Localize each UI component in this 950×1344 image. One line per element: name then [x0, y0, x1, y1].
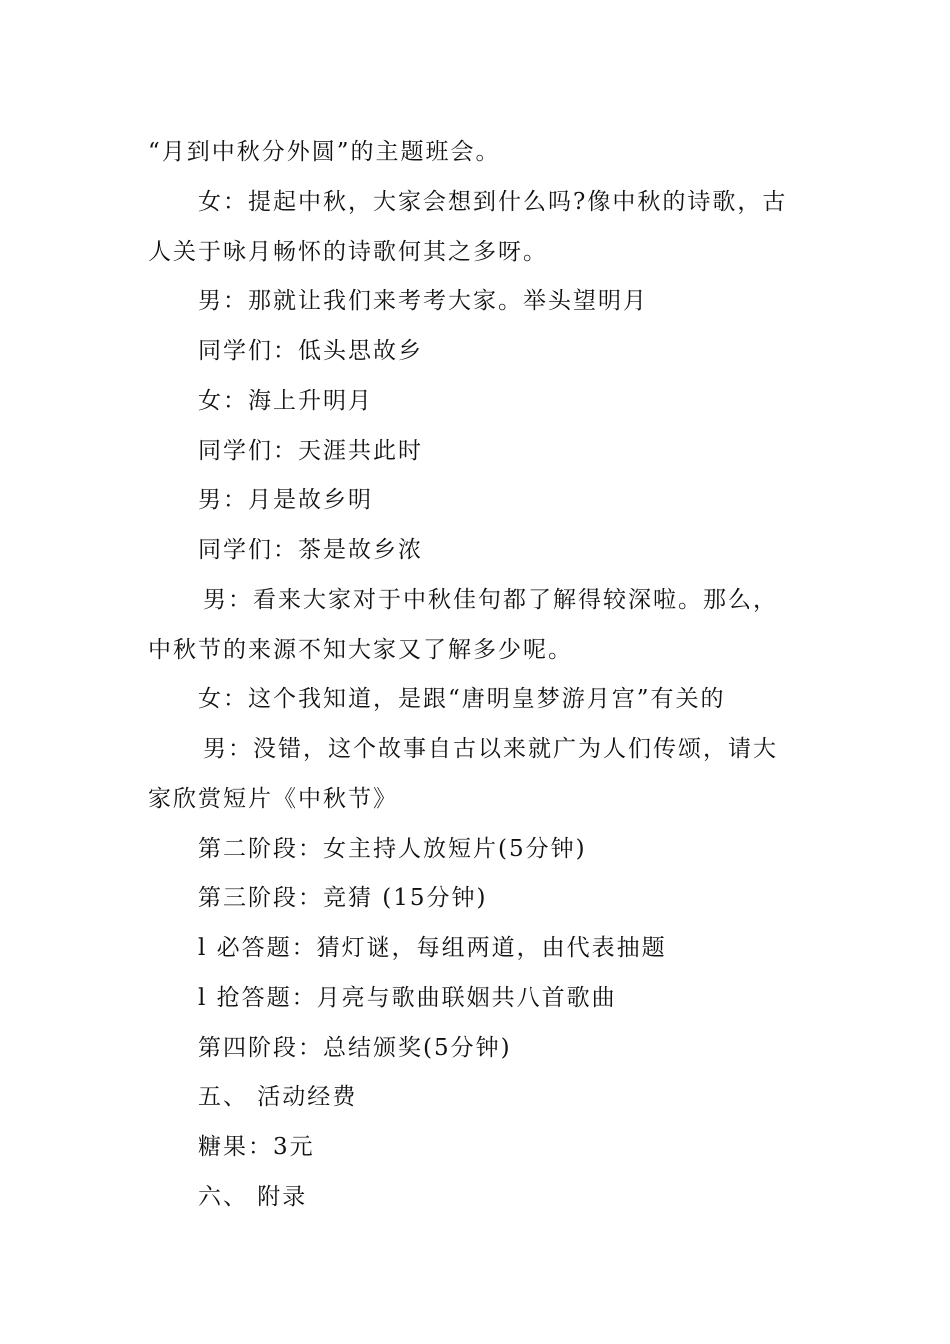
paragraph-line: 女：海上升明月: [198, 388, 373, 414]
paragraph-line: 同学们：茶是故乡浓: [198, 537, 423, 563]
paragraph-line: 男：月是故乡明: [198, 487, 373, 513]
paragraph-line: 第二阶段：女主持人放短片(5分钟): [198, 836, 587, 862]
paragraph-line: 同学们：天涯共此时: [198, 438, 423, 464]
section-heading: 六、 附录: [198, 1184, 308, 1210]
list-item: l 必答题：猜灯谜，每组两道，由代表抽题: [198, 935, 667, 961]
paragraph-line: 同学们：低头思故乡: [198, 338, 423, 364]
list-item: l 抢答题：月亮与歌曲联姻共八首歌曲: [198, 985, 617, 1011]
paragraph-line: 第四阶段：总结颁奖(5分钟): [198, 1035, 512, 1061]
paragraph-line: 第三阶段：竞猜 (15分钟): [198, 885, 488, 911]
paragraph-line: 人关于咏月畅怀的诗歌何其之多呀。: [148, 239, 548, 265]
paragraph-line: 家欣赏短片《中秋节》: [148, 786, 398, 812]
paragraph-line: 女：这个我知道，是跟“唐明皇梦游月宫”有关的: [198, 686, 726, 712]
paragraph-line: “月到中秋分外圆”的主题班会。: [148, 139, 501, 165]
paragraph-line: 女：提起中秋，大家会想到什么吗?像中秋的诗歌，古: [198, 189, 788, 215]
section-heading: 五、 活动经费: [198, 1084, 358, 1110]
paragraph-line: 男：没错，这个故事自古以来就广为人们传颂，请大: [203, 736, 778, 762]
paragraph-line: 糖果：3元: [198, 1134, 315, 1160]
paragraph-line: 男：看来大家对于中秋佳句都了解得较深啦。那么，: [203, 587, 778, 613]
paragraph-line: 中秋节的来源不知大家又了解多少呢。: [148, 637, 573, 663]
paragraph-line: 男：那就让我们来考考大家。举头望明月: [198, 288, 648, 314]
